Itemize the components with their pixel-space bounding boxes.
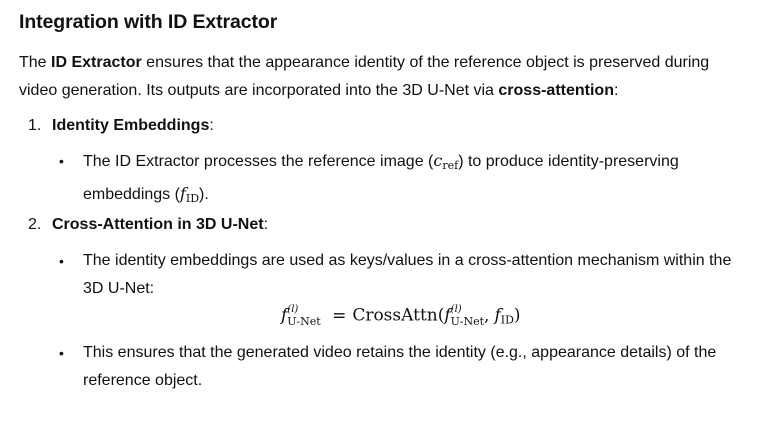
bullet-text-part: ) to produce identity-preserving embeddings ( [83,153,679,203]
list-number: 2. [28,216,42,233]
formula-arg1-subscript: U-Net [450,315,485,328]
bullet-item [59,147,749,213]
formula-lhs-scripts [287,305,320,327]
bullet-text-part: ). [199,186,209,203]
formula-open-paren: ( [437,305,445,326]
formula-arg1-scripts [451,305,484,327]
intro-text-3: : [613,82,619,99]
math-f-id [180,184,199,203]
formula-lhs-superscript: (l) [287,304,299,315]
bullet-text: The identity embeddings are used as keys/values in a cross-attention mechanism within the 3D U-Net: [83,252,732,297]
list-item-cross-attention [28,211,268,239]
list-item-identity-embeddings [28,112,214,140]
cross-attention-formula [281,305,521,327]
bullet-item [59,247,749,303]
formula-equals: = [332,305,347,326]
intro-text-1: The [19,54,52,71]
bullet-item [59,339,749,395]
list-item-colon: : [263,216,269,233]
formula-arg1-superscript: (l) [450,304,462,315]
formula-lhs-var: f [281,305,288,326]
list-item-colon: : [209,117,214,134]
formula-arg2-var: f [494,305,501,326]
formula-lhs-subscript: U-Net [287,315,321,328]
math-subscript: ID [185,192,200,205]
section-heading: Integration with ID Extractor [19,11,278,33]
formula-arg2-subscript: ID [500,313,514,327]
list-item-title: Cross-Attention in 3D U-Net [52,216,264,233]
math-subscript: ref [442,159,459,172]
formula-arg1-var: f [444,305,451,326]
bullet-text [83,147,749,213]
math-var: c [433,151,443,170]
intro-bold-cross-attention: cross-attention [498,82,614,99]
bullet-dot: • [59,345,64,361]
intro-bold-id-extractor: ID Extractor [51,54,142,71]
bullet-dot: • [59,153,64,169]
formula-close-paren: ) [513,305,521,326]
math-c-ref [433,151,458,170]
bullet-text: This ensures that the generated video retains the identity (e.g., appearance details) of the reference object. [83,344,717,389]
bullet-text-part: The ID Extractor processes the reference image ( [83,153,434,170]
intro-text-2: ensures that the appearance identity of the reference object is preserved during video generation. Its outputs are incorporated into the 3D U-Net via [19,54,710,99]
list-item-title: Identity Embeddings [52,117,210,134]
list-number: 1. [28,117,42,134]
formula-comma: , [484,305,490,326]
math-var: f [179,184,186,203]
bullet-dot: • [59,253,64,269]
intro-paragraph [19,49,749,105]
formula-func: CrossAttn [352,305,438,326]
